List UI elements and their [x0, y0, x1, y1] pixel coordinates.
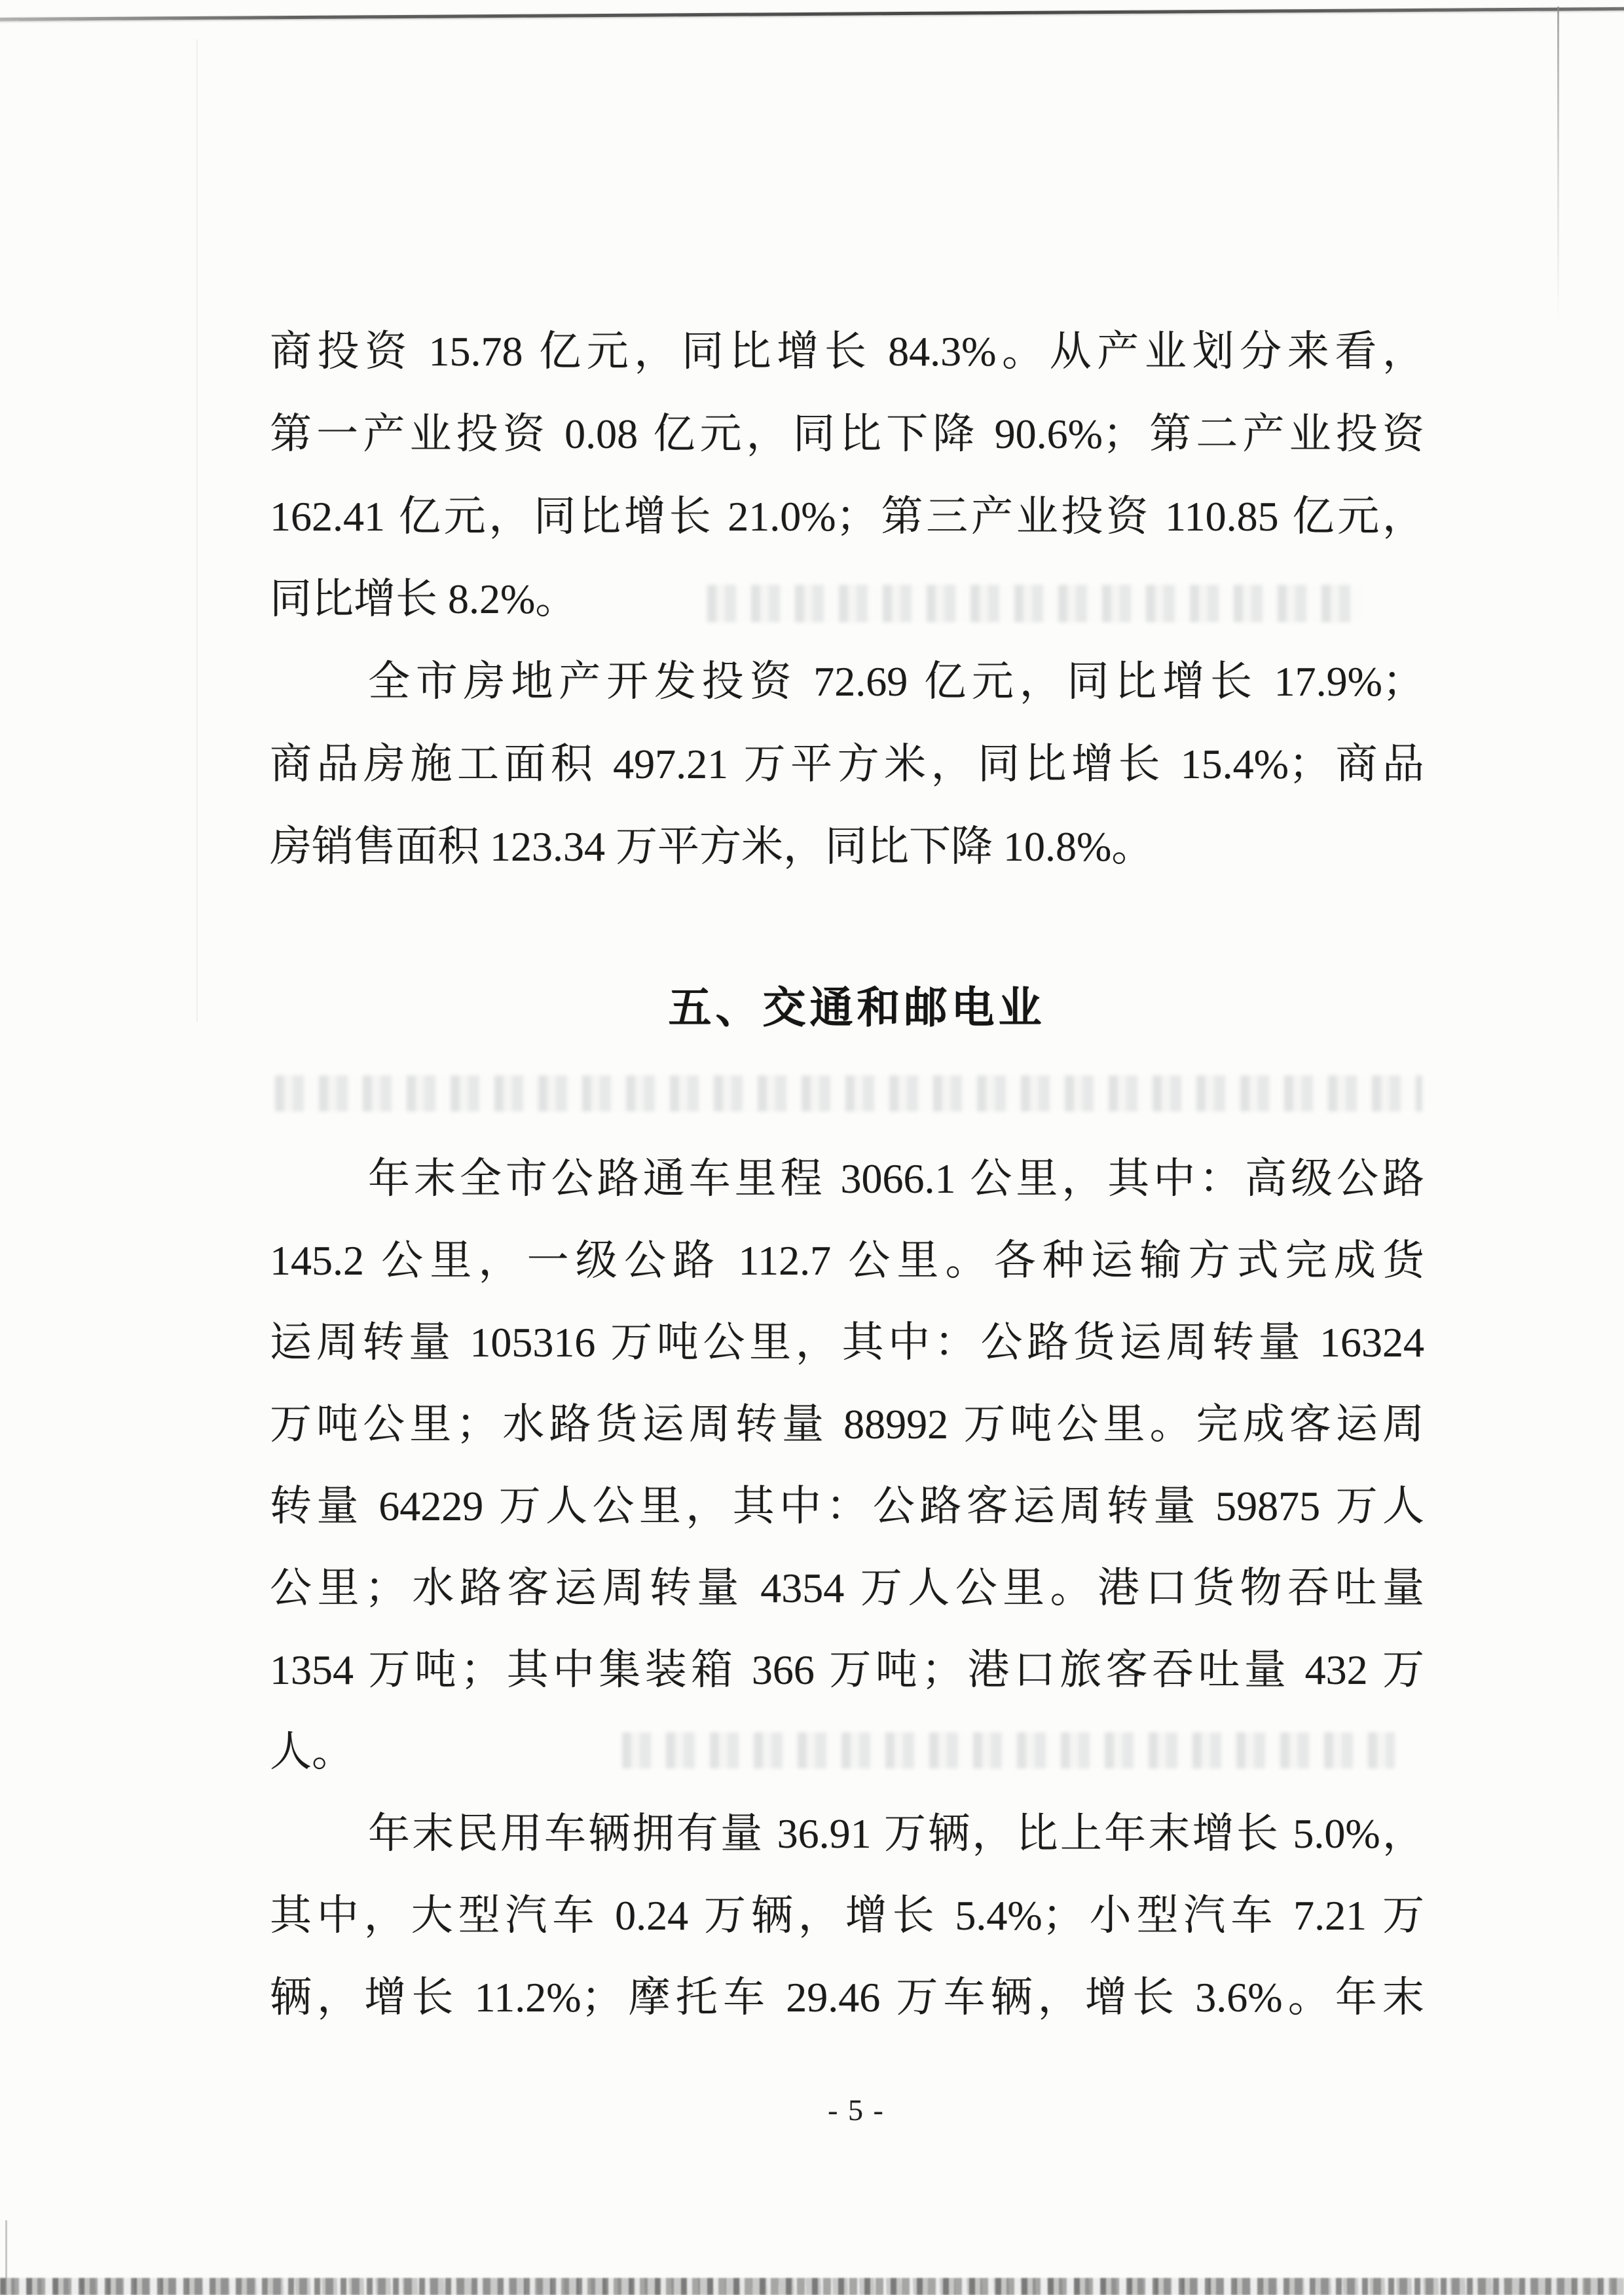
scan-noise-band-artifact [0, 2278, 1624, 2295]
body-text-line: 1354 万吨；其中集装箱 366 万吨；港口旅客吞吐量 432 万 [270, 1647, 1424, 1693]
body-text-line: 年末民用车辆拥有量 36.91 万辆，比上年末增长 5.0%， [368, 1810, 1424, 1857]
body-text-block-transport [270, 1138, 1424, 2038]
body-text-line: 其中，大型汽车 0.24 万辆，增长 5.4%；小型汽车 7.21 万 [270, 1892, 1424, 1939]
section-heading: 五、交通和邮电业 [668, 983, 1046, 1032]
scan-right-edge-artifact [1557, 7, 1559, 321]
body-text-line: 162.41 亿元，同比增长 21.0%；第三产业投资 110.85 亿元， [270, 493, 1424, 540]
body-text-line: 同比增长 8.2%。 [270, 576, 578, 622]
body-text-line: 全市房地产开发投资 72.69 亿元，同比增长 17.9%； [368, 658, 1424, 705]
body-text-line: 运周转量 105316 万吨公里，其中：公路货运周转量 16324 [270, 1319, 1424, 1366]
body-text-line: 公里；水路客运周转量 4354 万人公里。港口货物吞吐量 [270, 1565, 1424, 1611]
body-text-line: 房销售面积 123.34 万平方米，同比下降 10.8%。 [270, 823, 1154, 870]
body-text-line: 商投资 15.78 亿元，同比增长 84.3%。从产业划分来看， [270, 328, 1424, 375]
body-text-line: 第一产业投资 0.08 亿元，同比下降 90.6%；第二产业投资 [270, 411, 1424, 457]
body-text-line: 辆，增长 11.2%；摩托车 29.46 万车辆，增长 3.6%。年末 [270, 1974, 1424, 2021]
ink-bleed-artifact [275, 1075, 1422, 1111]
body-text-line: 转量 64229 万人公里，其中：公路客运周转量 59875 万人 [270, 1483, 1424, 1529]
body-text-block-investment [270, 310, 1424, 888]
body-text-line: 人。 [270, 1728, 354, 1775]
body-text-line: 年末全市公路通车里程 3066.1 公里，其中：高级公路 [368, 1155, 1424, 1202]
body-text-line: 万吨公里；水路货运周转量 88992 万吨公里。完成客运周 [270, 1401, 1424, 1447]
page-number: - 5 - [828, 2093, 885, 2127]
scan-top-edge-artifact [0, 7, 1624, 21]
body-text-line: 145.2 公里，一级公路 112.7 公里。各种运输方式完成货 [270, 1237, 1424, 1284]
scan-fold-line-artifact [196, 39, 198, 1022]
body-text-line: 商品房施工面积 497.21 万平方米，同比增长 15.4%；商品 [270, 741, 1424, 787]
